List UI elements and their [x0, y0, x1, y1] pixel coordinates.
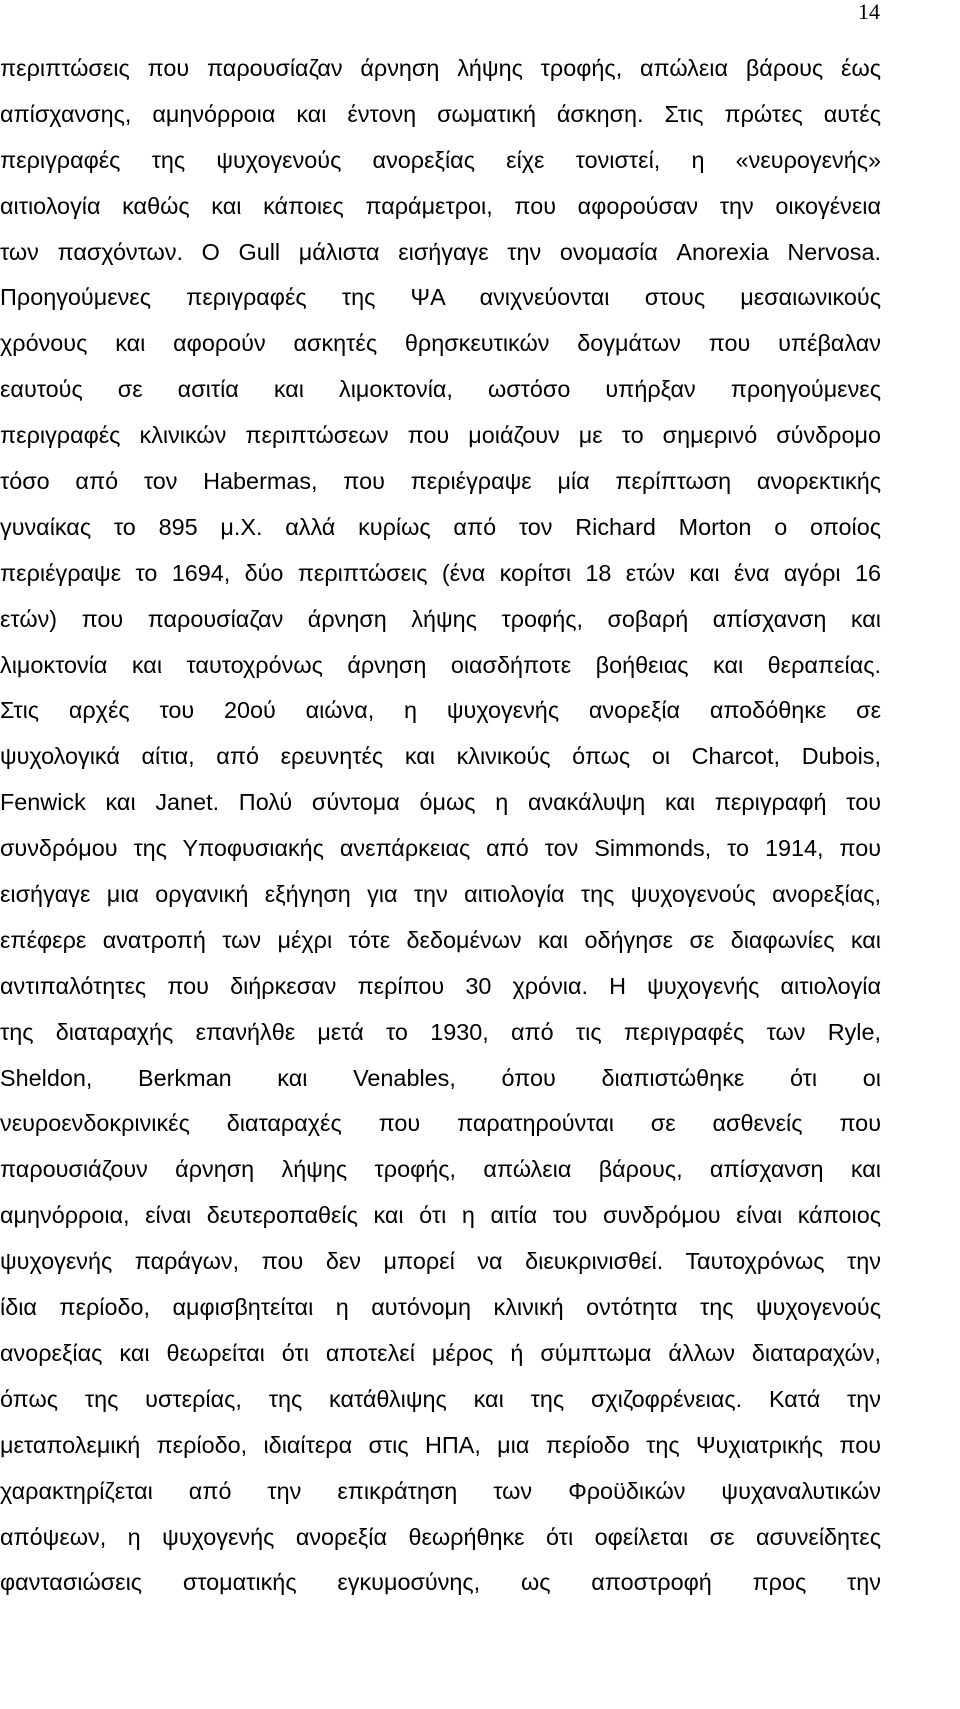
- text-line: περιγραφές κλινικών περιπτώσεων που μοιάζουν με το σημερινό σύνδρομο: [0, 422, 881, 449]
- text-line: ψυχολογικά αίτια, από ερευνητές και κλινικούς όπως οι Charcot, Dubois,: [0, 743, 881, 770]
- text-line: φαντασιώσεις στοματικής εγκυμοσύνης, ως αποστροφή προς την: [0, 1569, 881, 1596]
- text-line: επέφερε ανατροπή των μέχρι τότε δεδομένων και οδήγησε σε διαφωνίες και: [0, 926, 881, 953]
- text-line: ανορεξίας και θεωρείται ότι αποτελεί μέρος ή σύμπτωμα άλλων διαταραχών,: [0, 1339, 881, 1366]
- text-line: ετών) που παρουσίαζαν άρνηση λήψης τροφής, σοβαρή απίσχανση και: [0, 605, 881, 632]
- text-line: παρουσιάζουν άρνηση λήψης τροφής, απώλεια βάρους, απίσχανση και: [0, 1156, 881, 1183]
- text-line: περιέγραψε το 1694, δύο περιπτώσεις (ένα κορίτσι 18 ετών και ένα αγόρι 16: [0, 559, 881, 586]
- text-line: αμηνόρροια, είναι δευτεροπαθείς και ότι η αιτία του συνδρόμου είναι κάποιος: [0, 1202, 881, 1229]
- text-line: απόψεων, η ψυχογενής ανορεξία θεωρήθηκε ότι οφείλεται σε ασυνείδητες: [0, 1523, 881, 1550]
- text-line: των πασχόντων. O Gull μάλιστα εισήγαγε την ονομασία Anorexia Nervosa.: [0, 238, 881, 265]
- text-line: Προηγούμενες περιγραφές της ΨΑ ανιχνεύονται στους μεσαιωνικούς: [0, 284, 881, 311]
- text-line: απίσχανσης, αμηνόρροια και έντονη σωματική άσκηση. Στις πρώτες αυτές: [0, 100, 881, 127]
- text-line: χρόνους και αφορούν ασκητές θρησκευτικών δογμάτων που υπέβαλαν: [0, 330, 881, 357]
- page-number: 14: [858, 0, 880, 24]
- text-line: αιτιολογία καθώς και κάποιες παράμετροι, που αφορούσαν την οικογένεια: [0, 192, 881, 219]
- text-line: τόσο από τον Habermas, που περιέγραψε μία περίπτωση ανορεκτικής: [0, 468, 881, 495]
- text-line: Fenwick και Janet. Πολύ σύντομα όμως η ανακάλυψη και περιγραφή του: [0, 789, 881, 816]
- text-line: συνδρόμου της Υποφυσιακής ανεπάρκειας από τον Simmonds, το 1914, που: [0, 835, 881, 862]
- text-line: χαρακτηρίζεται από την επικράτηση των Φροϋδικών ψυχαναλυτικών: [0, 1477, 881, 1504]
- text-line: εισήγαγε μια οργανική εξήγηση για την αιτιολογία της ψυχογενούς ανορεξίας,: [0, 881, 881, 908]
- text-line: νευροενδοκρινικές διαταραχές που παρατηρούνται σε ασθενείς που: [0, 1110, 881, 1137]
- text-line: Sheldon, Berkman και Venables, όπου διαπιστώθηκε ότι οι: [0, 1064, 881, 1091]
- text-line: εαυτούς σε ασιτία και λιμοκτονία, ωστόσο υπήρξαν προηγούμενες: [0, 376, 881, 403]
- text-line: της διαταραχής επανήλθε μετά το 1930, από τις περιγραφές των Ryle,: [0, 1018, 881, 1045]
- text-line: όπως της υστερίας, της κατάθλιψης και της σχιζοφρένειας. Κατά την: [0, 1385, 881, 1412]
- text-line: Στις αρχές του 20ού αιώνα, η ψυχογενής ανορεξία αποδόθηκε σε: [0, 697, 881, 724]
- text-line: ψυχογενής παράγων, που δεν μπορεί να διευκρινισθεί. Ταυτοχρόνως την: [0, 1248, 881, 1275]
- text-line: μεταπολεμική περίοδο, ιδιαίτερα στις ΗΠΑ, μια περίοδο της Ψυχιατρικής που: [0, 1431, 881, 1458]
- text-line: γυναίκας το 895 μ.Χ. αλλά κυρίως από τον Richard Morton ο οποίος: [0, 513, 881, 540]
- text-line: ίδια περίοδο, αμφισβητείται η αυτόνομη κλινική οντότητα της ψυχογενούς: [0, 1294, 881, 1321]
- text-line: περιπτώσεις που παρουσίαζαν άρνηση λήψης τροφής, απώλεια βάρους έως: [0, 55, 881, 81]
- text-line: αντιπαλότητες που διήρκεσαν περίπου 30 χρόνια. Η ψυχογενής αιτιολογία: [0, 972, 881, 999]
- body-text: [0, 46, 881, 1606]
- text-line: περιγραφές της ψυχογενούς ανορεξίας είχε τονιστεί, η «νευρογενής»: [0, 146, 881, 173]
- text-line: λιμοκτονία και ταυτοχρόνως άρνηση οιασδήποτε βοήθειας και θεραπείας.: [0, 651, 881, 678]
